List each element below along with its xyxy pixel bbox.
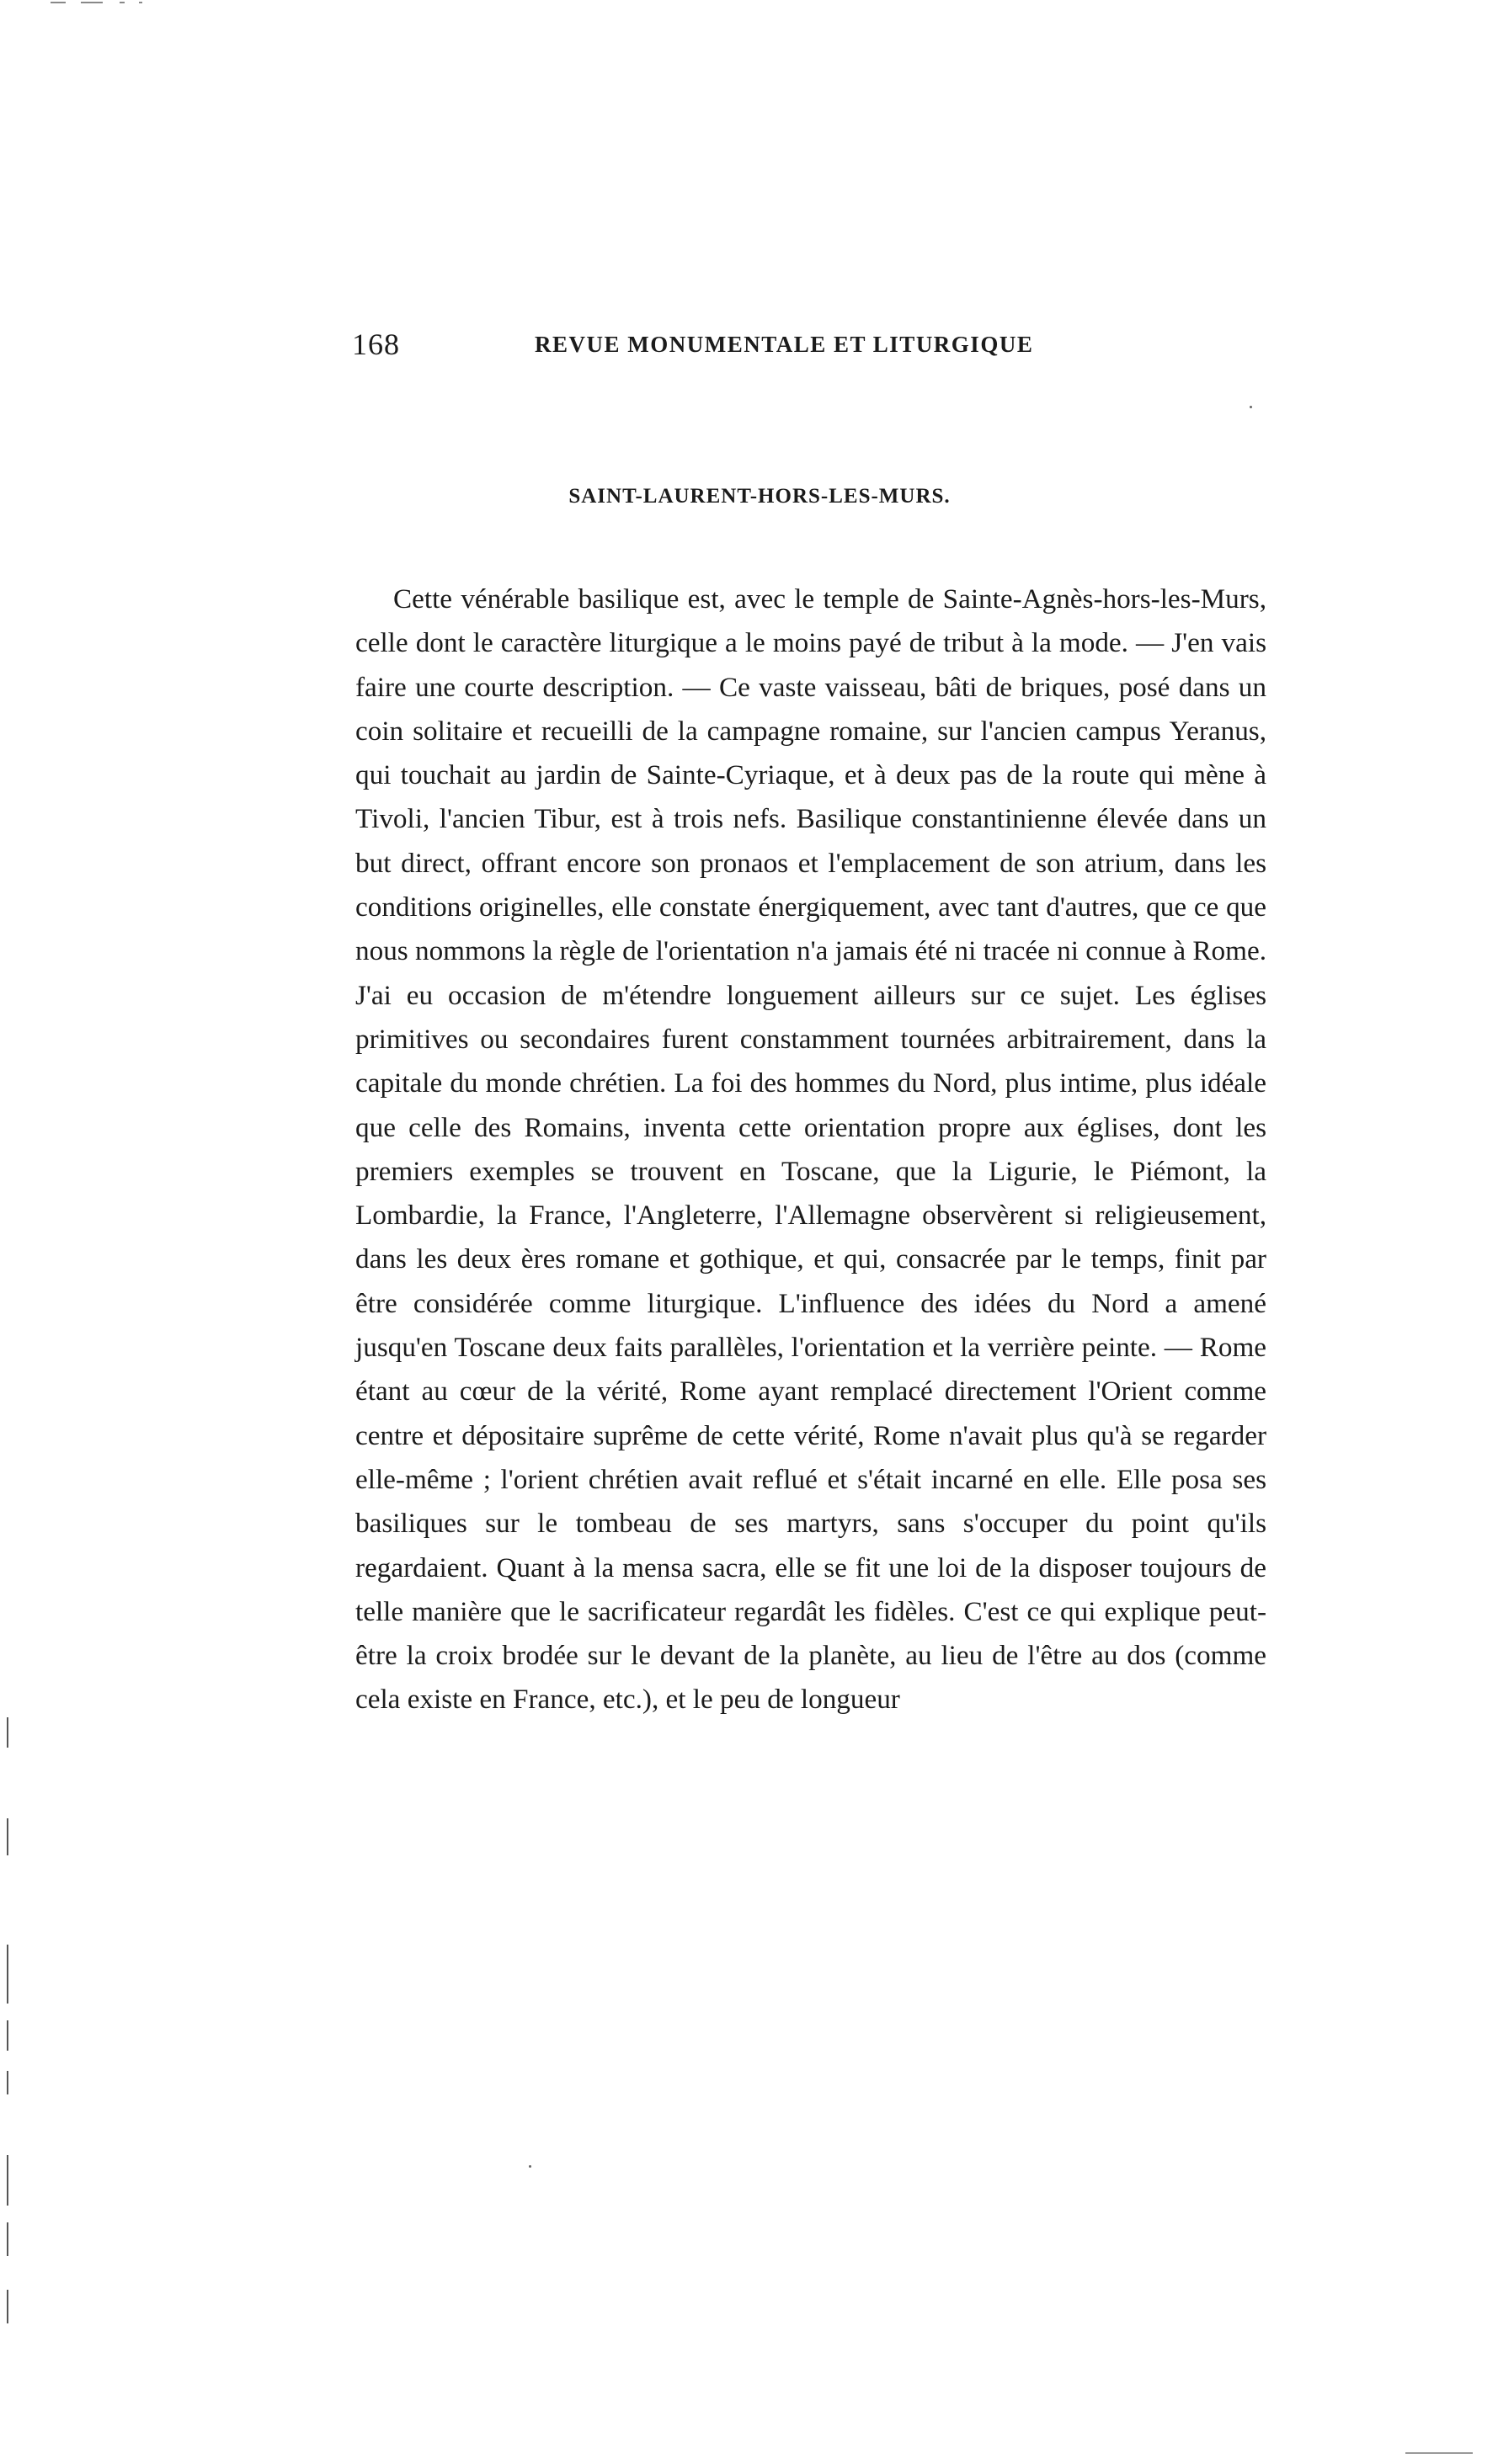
margin-scan-marks xyxy=(4,1717,13,2323)
page-number: 168 xyxy=(352,327,400,361)
page-header xyxy=(352,327,1143,369)
top-scan-marks xyxy=(0,0,219,5)
stray-mark xyxy=(1250,406,1252,408)
running-title: REVUE MONUMENTALE ET LITURGIQUE xyxy=(535,332,1034,357)
stray-mark xyxy=(529,2165,531,2168)
corner-scan-mark xyxy=(1405,2452,1473,2454)
body-paragraph: Cette vénérable basilique est, avec le temple de Sainte-Agnès-hors-les-Murs, celle dont le caractère liturgique a le moins payé de tribut à la mode. — J'en vais faire une courte description. — Ce vaste vaisseau, bâti de briques, posé dans un coin solitaire et recueilli de la campagne romaine, sur l'ancien campus Yeranus, qui touchait au jardin de Sainte-Cyriaque, et à deux pas de la route qui mène à Tivoli, l'ancien Tibur, est à trois nefs. Basilique constantinienne élevée dans un but direct, offrant encore son pronaos et l'emplacement de son atrium, dans les conditions originelles, elle constate énergiquement, avec tant d'autres, que ce que nous nommons la règle de l'orientation n'a jamais été ni tracée ni connue à Rome. J'ai eu occasion de m'étendre longuement ailleurs sur ce sujet. Les églises primitives ou secondaires furent constamment tournées arbitrairement, dans la capitale du monde chrétien. La foi des hommes du Nord, plus intime, plus idéale que celle des Romains, inventa cette orientation propre aux églises, dont les premiers exemples se trouvent en Toscane, que la Ligurie, le Piémont, la Lombardie, la France, l'Angleterre, l'Allemagne observèrent si religieusement, dans les deux ères romane et gothique, et qui, consacrée par le temps, finit par être considérée comme liturgique. L'influence des idées du Nord a amené jusqu'en Toscane deux faits parallèles, l'orientation et la verrière peinte. — Rome étant au cœur de la vérité, Rome ayant remplacé directement l'Orient comme centre et dépositaire suprême de cette vérité, Rome n'avait plus qu'à se regarder elle-même ; l'orient chrétien avait reflué et s'était incarné en elle. Elle posa ses basiliques sur le tombeau de ses martyrs, sans s'occuper du point qu'ils regardaient. Quant à la mensa sacra, elle se fit une loi de la disposer toujours de telle manière que le sacrificateur regardât les fidèles. C'est ce qui explique peut-être la croix brodée sur le devant de la planète, au lieu de l'être au dos (comme cela existe en France, etc.), et le peu de longueur xyxy=(355,583,1266,1716)
section-title-text: SAINT-LAURENT-HORS-LES-MURS. xyxy=(568,485,951,508)
section-title xyxy=(0,485,1498,508)
